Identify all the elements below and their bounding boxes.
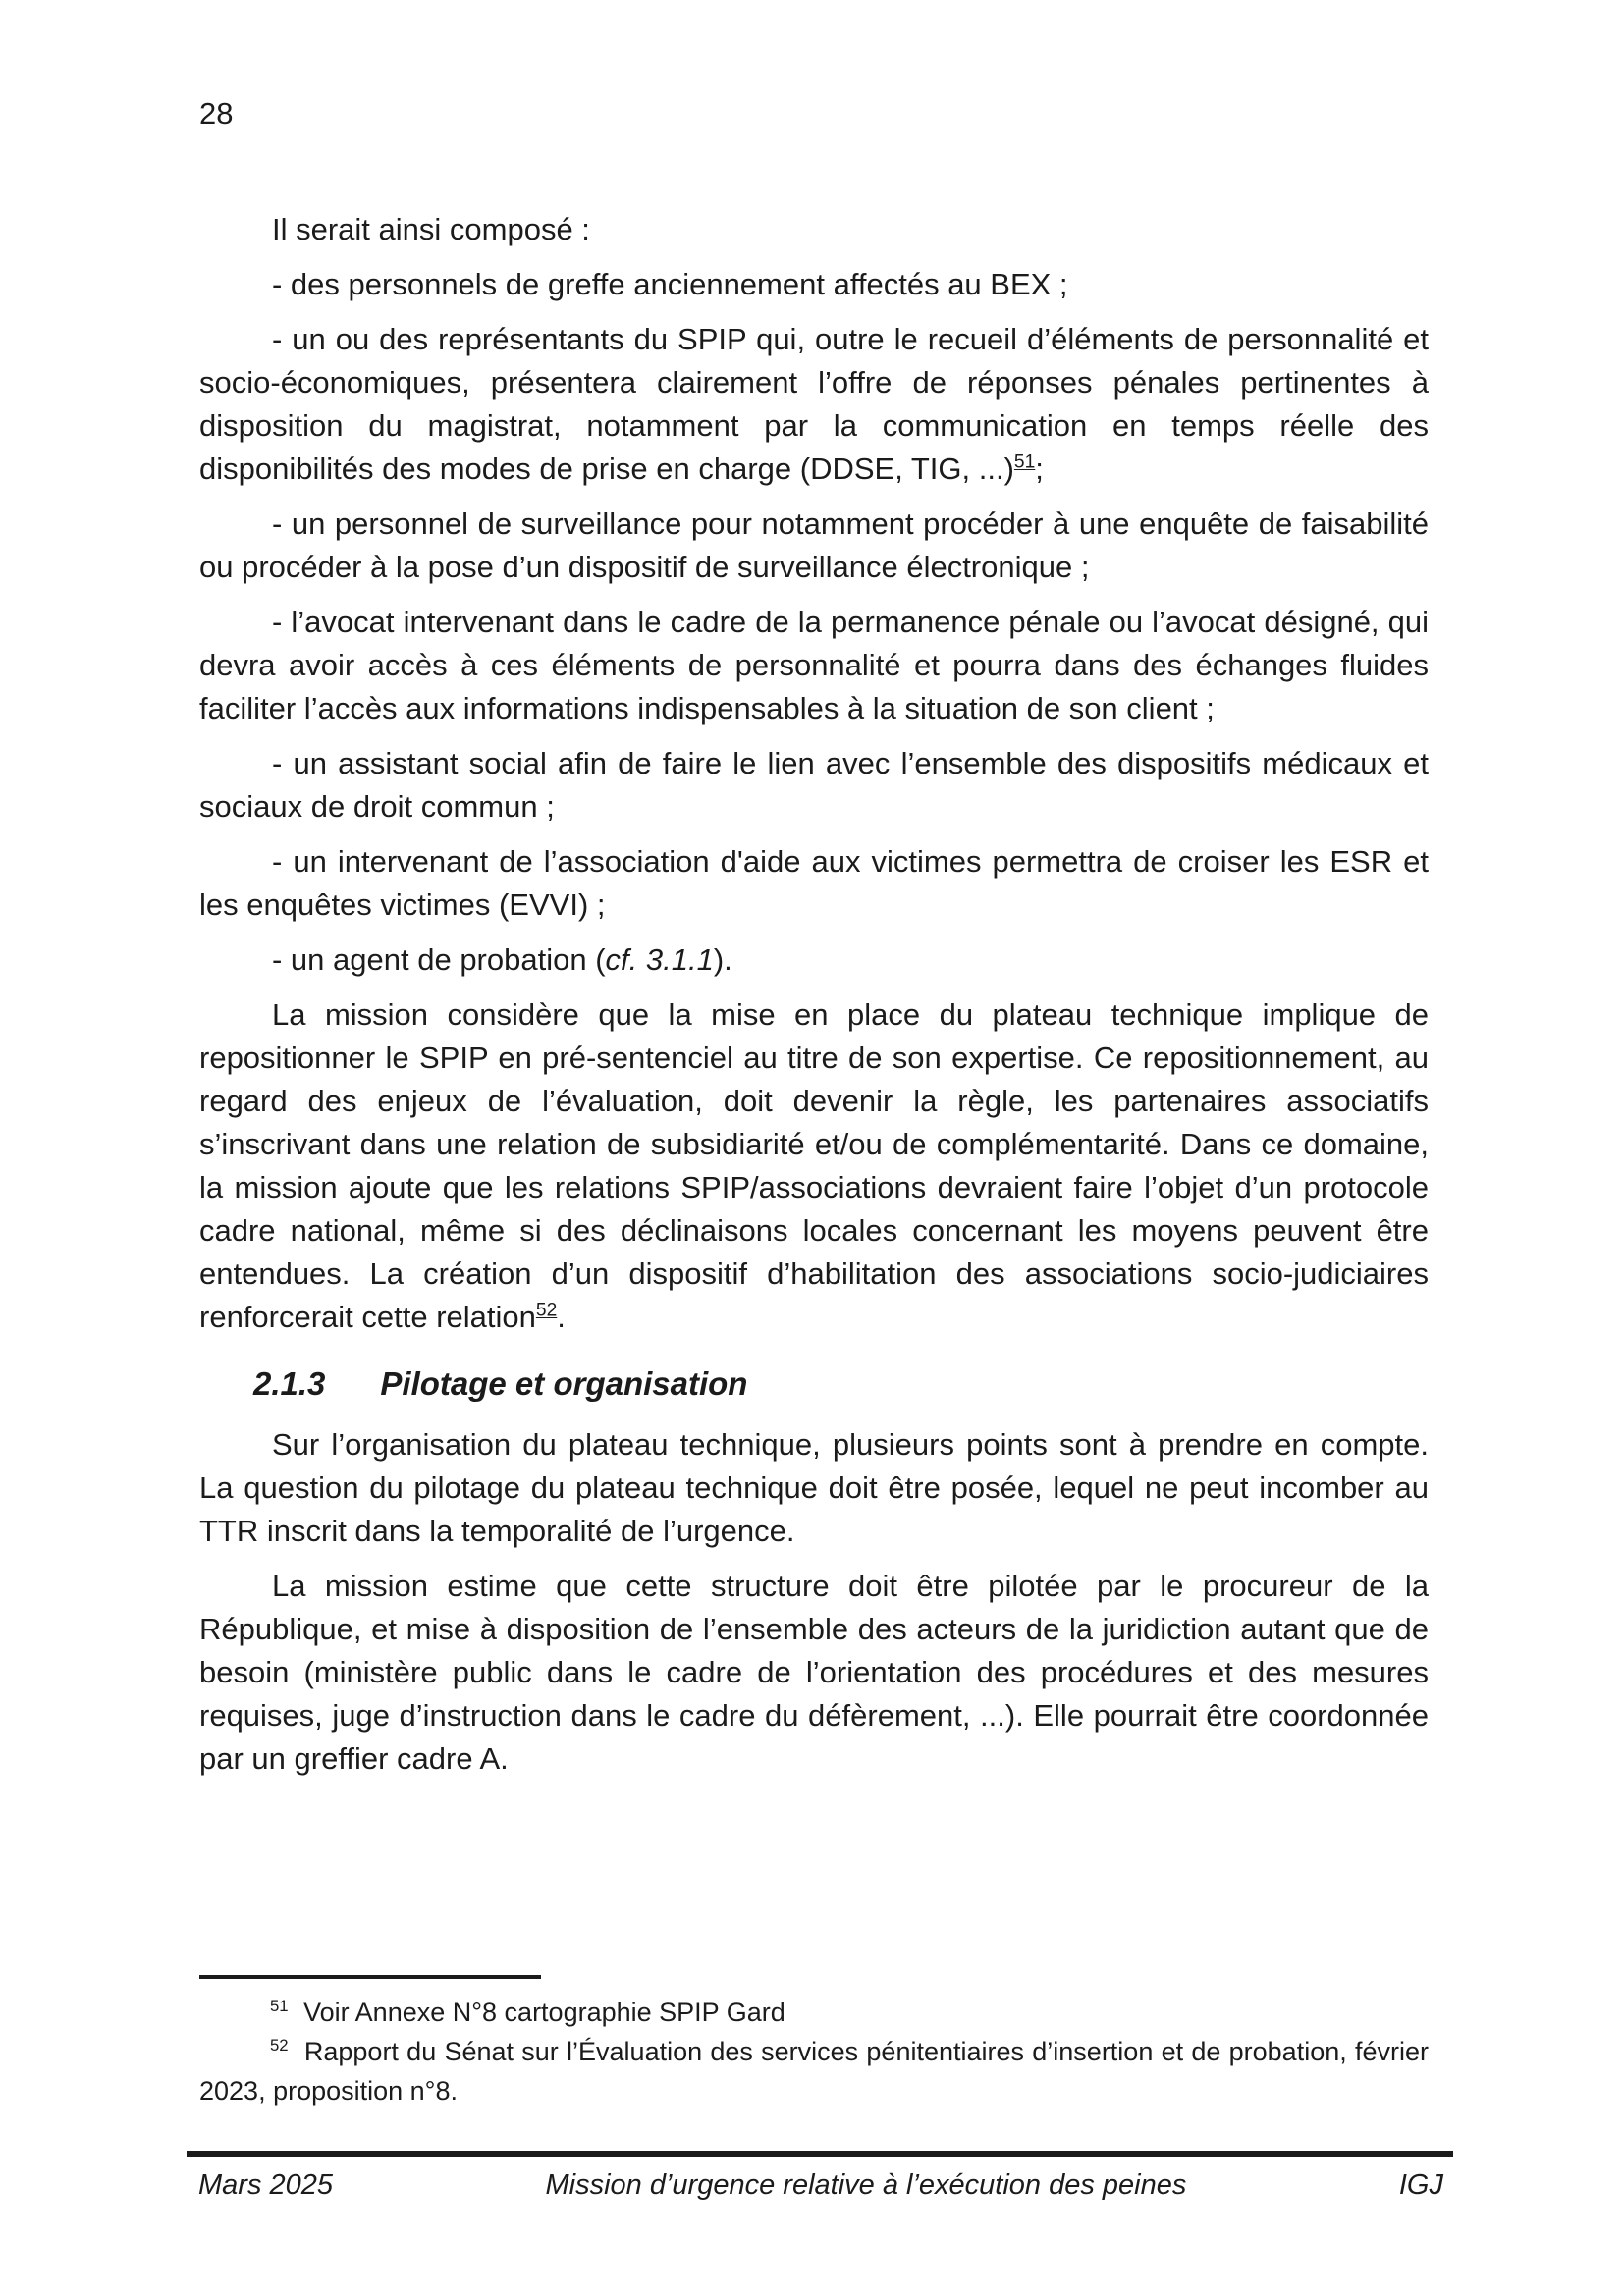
paragraph: Sur l’organisation du plateau technique, plusieurs points sont à prendre en compte. La question du pilotage du plateau technique doit être posée, lequel ne peut incomber au TTR inscrit dans la temporalité de l’urgence. [199,1427,1429,1548]
paragraph: Il serait ainsi composé : [272,212,590,246]
italic-text: cf. 3.1.1 [605,942,714,977]
footer-org: IGJ [1398,2169,1443,2201]
document-body [199,208,1429,1792]
paragraph: La mission estime que cette structure doit être pilotée par le procureur de la République, et mise à disposition de l’ensemble des acteurs de la juridiction autant que de besoin (ministère public dans le cadre de l’orientation des procédures et des mesures requises, juge d’instruction dans le cadre du défèrement, ...). Elle pourrait être coordonnée par un greffier cadre A. [199,1569,1429,1776]
section-title: Pilotage et organisation [380,1365,748,1402]
section-heading [199,1361,1429,1408]
paragraph: - un assistant social afin de faire le lien avec l’ensemble des dispositifs médicaux et sociaux de droit commun ; [199,746,1429,824]
footer-title: Mission d’urgence relative à l’exécution des peines [545,2169,1187,2201]
footnote-list [199,1993,1429,2110]
footnote-marker: 51 [270,1997,289,2015]
paragraph: - l’avocat intervenant dans le cadre de la permanence pénale ou l’avocat désigné, qui devra avoir accès à ces éléments de personnalité et pourra dans des échanges fluides faciliter l’accès aux informations indispensables à la situation de son client ; [199,605,1429,725]
paragraph: - un agent de probation (cf. 3.1.1). [272,942,732,977]
footnote: $^{52}$ Rapport du Sénat sur l’Évaluation des services pénitentiaires d’insertion et de probation, février 2023, proposition n°8. [199,2036,1429,2106]
paragraph: - un ou des représentants du SPIP qui, outre le recueil d’éléments de personnalité et socio-économiques, présentera clairement l’offre de réponses pénales pertinentes à disposition du magistrat, notamment par la communication en temps réelle des disponibilités des modes de prise en charge (DDSE, TIG, ...)$^{51}$; [199,322,1429,486]
footnote-ref: 52 [535,1300,558,1321]
paragraph: La mission considère que la mise en place du plateau technique implique de repositionner le SPIP en pré-sentenciel au titre de son expertise. Ce repositionnement, au regard des enjeux de l’évaluation, doit devenir la règle, les partenaires associatifs s’inscrivant dans une relation de subsidiarité et/ou de complémentarité. Dans ce domaine, la mission ajoute que les relations SPIP/associations devraient faire l’objet d’un protocole cadre national, même si des déclinaisons locales concernant les moyens peuvent être entendues. La création d’un dispositif d’habilitation des associations socio-judiciaires renforcerait cette relation$^{52}$. [199,997,1429,1334]
page-footer [187,2151,1453,2202]
paragraph: - un intervenant de l’association d'aide aux victimes permettra de croiser les ESR et les enquêtes victimes (EVVI) ; [199,844,1429,922]
paragraph: - un personnel de surveillance pour notamment procéder à une enquête de faisabilité ou procéder à la pose d’un dispositif de surveillance électronique ; [199,507,1429,584]
section-number: 2.1.3 [253,1365,326,1402]
paragraph: - des personnels de greffe anciennement affectés au BEX ; [272,267,1068,301]
page-number: 28 [199,96,234,131]
footnote-ref: 51 [1013,452,1036,473]
footnote-marker: 52 [270,2036,289,2055]
footnote: $^{51}$ Voir Annexe N°8 cartographie SPIP Gard [270,1997,785,2027]
footnotes-section [199,1975,1429,2110]
footnote-separator [199,1975,541,1979]
footer-date: Mars 2025 [198,2169,334,2201]
